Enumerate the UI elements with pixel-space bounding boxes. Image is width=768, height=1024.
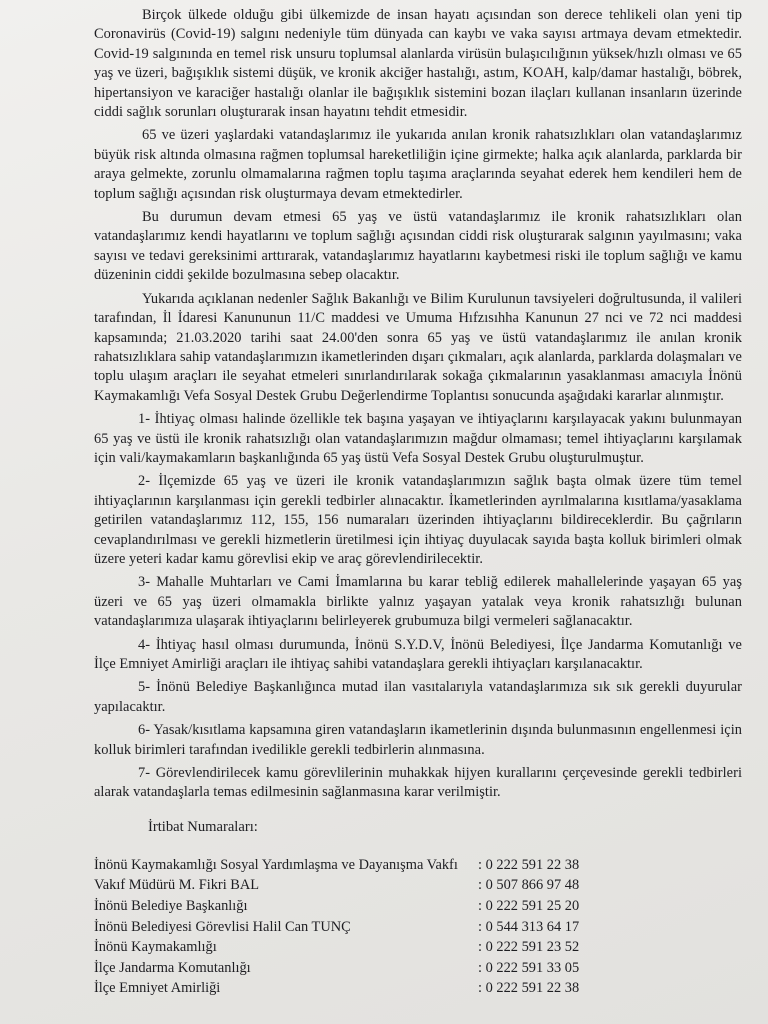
contact-name: İnönü Belediye Başkanlığı	[94, 898, 248, 915]
decision-item: 2- İlçemizde 65 yaş ve üzeri ile kronik vatandaşlarımızın sağlık başta olmak üzere tüm temel ihtiyaçlarının karşılanması için gerekli tedbirler alınacaktır. İkametlerinden ayrılmalarına kısıtlama/yasaklama getirilen vatandaşlarımız 112, 155, 156 numaraları üzerinden ihtiyaçlarını bildireceklerdir. Bu çağrıların cevaplandırılması ve gerekli hizmetlerin üretilmesi için ihtiyaç duyulacak sayıda başta kolluk birimleri olmak üzere yeteri kadar kamu görevlisi ekip ve araç görevlendirilecektir.	[94, 473, 742, 567]
contacts-heading: İrtibat Numaraları:	[148, 818, 258, 835]
decision-item: 6- Yasak/kısıtlama kapsamına giren vatandaşların ikametlerinin dışında bulunmasının engellenmesi için kolluk birimleri tarafından ivedilikle gerekli tedbirlerin alınmasına.	[94, 722, 742, 758]
contact-name: İlçe Emniyet Amirliği	[94, 980, 221, 997]
contact-phone: : 0 222 591 25 20	[478, 898, 580, 915]
decision-item: 4- İhtiyaç hasıl olması durumunda, İnönü S.Y.D.V, İnönü Belediyesi, İlçe Jandarma Komutanlığı ve İlçe Emniyet Amirliği araçları ile ihtiyaç sahibi vatandaşlara gerekli ihtiyaçları karşılanacaktır.	[94, 636, 742, 672]
contact-name: İnönü Kaymakamlığı	[94, 939, 217, 956]
paragraph: 65 ve üzeri yaşlardaki vatandaşlarımız ile yukarıda anılan kronik rahatsızlıkları olan vatandaşlarımız büyük risk altında olmasına rağmen toplumsal hareketliliğin içine girmekte; halka açık alanlarda, parklarda bir araya gelmekte, zorunlu olmamalarına rağmen toplu taşıma araçlarında seyahat ederek hem kendileri hem de toplum sağlığı açısından risk oluşturmaya devam etmektedirler.	[94, 127, 742, 202]
contact-row	[94, 896, 742, 917]
decision-item: 3- Mahalle Muhtarları ve Cami İmamlarına bu karar tebliğ edilerek mahallelerinde yaşayan 65 yaş üzeri ve 65 yaş üzeri olmamakla birlikte yalnız yaşayan yatalak veya kronik rahatsızlığı bulunan vatandaşlarımıza ulaşarak ihtiyaçlarını belirleyerek grubumuza bilgi vermeleri sağlanacaktır.	[94, 574, 742, 630]
contact-phone: : 0 222 591 22 38	[478, 980, 580, 997]
contact-row	[94, 958, 742, 979]
contact-name: Vakıf Müdürü M. Fikri BAL	[94, 877, 260, 894]
paragraph: Bu durumun devam etmesi 65 yaş ve üstü vatandaşlarımız ile kronik rahatsızlıkları olan vatandaşlarımız kendi hayatlarını ve toplum sağlığı açısından ciddi risk oluşturarak salgının yayılmasını; vaka sayısı ve tedavi gereksinimi arttırarak, vatandaşlarımız hayatlarını kaybetmesi riski ile toplum sağlığı ve kamu düzeninin ciddi şekilde bozulmasına sebep olacaktır.	[94, 209, 742, 284]
contact-row	[94, 978, 742, 999]
decision-item: 7- Görevlendirilecek kamu görevlilerinin muhakkak hijyen kurallarını çerçevesinde gerekli tedbirleri alarak vatandaşlarla temas edilmesinin sağlanmasına karar verilmiştir.	[94, 765, 742, 801]
decision-list	[94, 410, 742, 803]
decision-item: 5- İnönü Belediye Başkanlığınca mutad ilan vasıtalarıyla vatandaşlarımıza sık sık gerekli duyurular yapılacaktır.	[94, 679, 742, 715]
contact-phone: : 0 222 591 23 52	[478, 939, 580, 956]
contact-row	[94, 917, 742, 938]
paragraph: Yukarıda açıklanan nedenler Sağlık Bakanlığı ve Bilim Kurulunun tavsiyeleri doğrultusunda, il valileri tarafından, İl İdaresi Kanununun 11/C maddesi ve Umuma Hıfzısıhha Kanunun 27 nci ve 72 nci maddesi kapsamında; 21.03.2020 tarihi saat 24.00'den sonra 65 yaş ve üstü vatandaşlarımız ile anılan kronik rahatsızlıklara sahip vatandaşlarımızın ikametlerinden dışarı çıkmaları, açık alanlarda, parklarda dolaşmaları ve toplu ulaşım araçları ile seyahat etmeleri sınırlandırılarak sokağa çıkmalarının yasaklanması amacıyla İnönü Kaymakamlığı Vefa Sosyal Destek Grubu Değerlendirme Toplantısı sonucunda aşağıdaki kararlar alınmıştır.	[94, 290, 742, 404]
contact-row	[94, 875, 742, 896]
contact-name: İnönü Belediyesi Görevlisi Halil Can TUNÇ	[94, 918, 351, 935]
intro-section	[94, 6, 742, 406]
contact-phone: : 0 222 591 22 38	[478, 856, 580, 873]
contact-name: İlçe Jandarma Komutanlığı	[94, 959, 251, 976]
paragraph: Birçok ülkede olduğu gibi ülkemizde de insan hayatı açısından son derece tehlikeli olan yeni tip Coronavirüs (Covid-19) salgını nedeniyle tüm dünyada can kaybı ve vaka sayısı artmaya devam etmektedir. Covid-19 salgınında en temel risk unsuru toplumsal alanlarda virüsün bulaşıcılığının yüksek/hızlı olması ve 65 yaş ve üzeri, bağışıklık sistemi düşük, ve kronik akciğer hastalığı, astım, KOAH, kalp/damar hastalığı, böbrek, hipertansiyon ve karaciğer hastalığı olanlar ile bağışıklık sistemini bozan ilaçları kullanan insanların üzerinde ciddi sağlık sorunları oluşturarak insan hayatını tehdit etmesidir.	[94, 7, 742, 121]
contact-row	[94, 855, 742, 876]
decision-item: 1- İhtiyaç olması halinde özellikle tek başına yaşayan ve ihtiyaçlarını karşılayacak yakını bulunmayan 65 yaş ve üstü ile kronik rahatsızlığı olan vatandaşlarımızın mağdur olmaması; temel ihtiyaçlarını karşılamak için vali/kaymakamların başkanlığında 65 yaş üstü Vefa Sosyal Destek Grubu oluşturulmuştur.	[94, 411, 742, 466]
contact-phone: : 0 507 866 97 48	[478, 877, 580, 894]
contact-phone: : 0 544 313 64 17	[478, 918, 580, 935]
contacts-list	[94, 855, 742, 999]
contact-phone: : 0 222 591 33 05	[478, 959, 580, 976]
contact-row	[94, 937, 742, 958]
contact-name: İnönü Kaymakamlığı Sosyal Yardımlaşma ve Dayanışma Vakfı	[94, 856, 458, 873]
